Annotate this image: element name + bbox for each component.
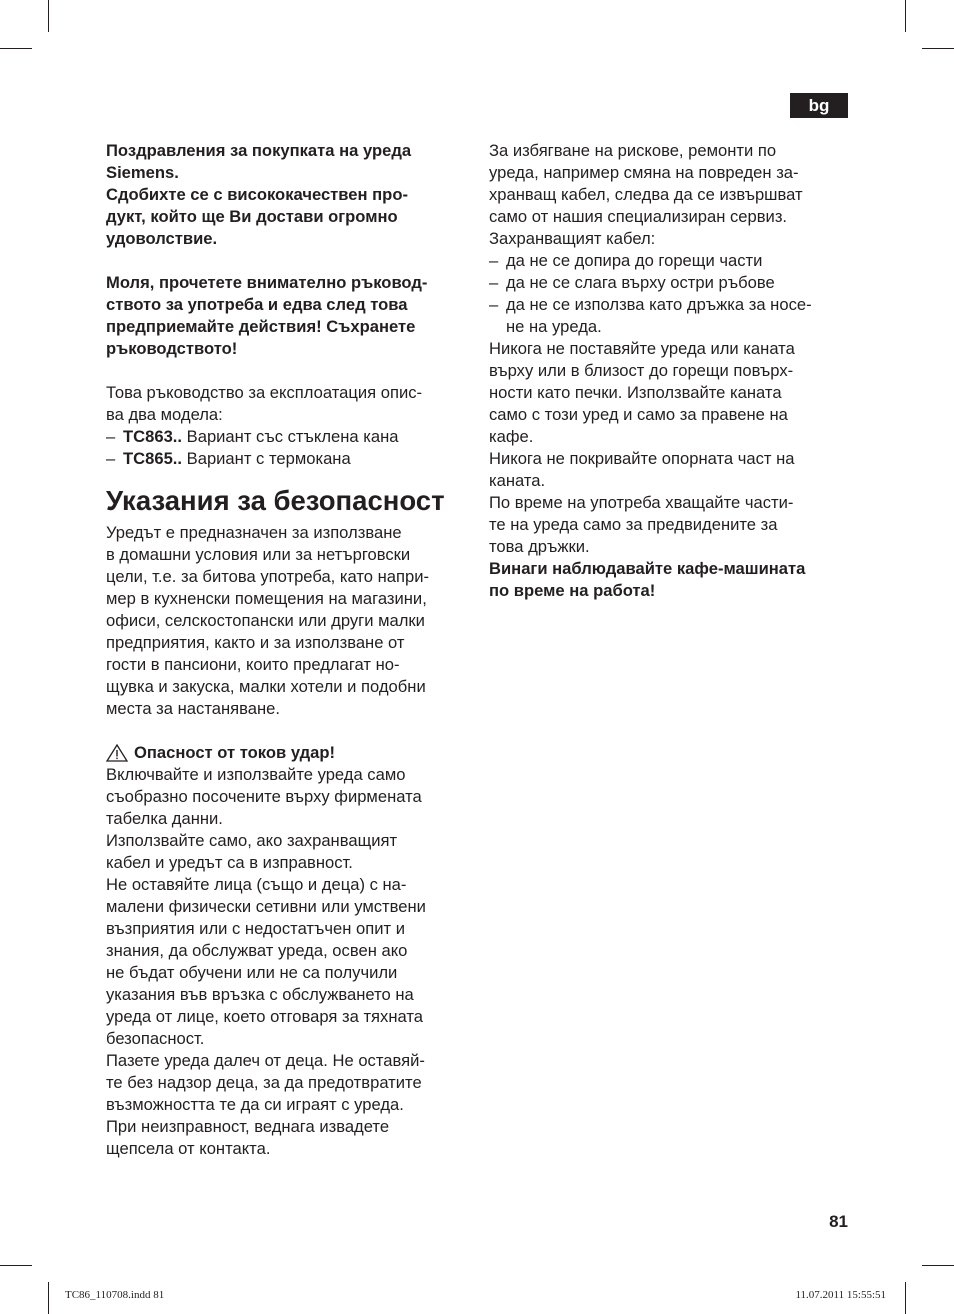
read-notice: [106, 272, 468, 360]
body-line: те на уреда само за предвидените за: [489, 515, 778, 534]
crop-mark: [0, 48, 32, 49]
read-notice-line: ръководството!: [106, 339, 238, 358]
intro-line: удоволствие.: [106, 229, 218, 248]
intended-use: [106, 522, 468, 720]
body-line: места за настаняване.: [106, 699, 280, 718]
body-line: съобразно посочените върху фирмената: [106, 787, 422, 806]
cable-item-continuation: не на уреда.: [506, 317, 602, 336]
crop-mark: [905, 1282, 906, 1314]
body-line: безопасност.: [106, 1029, 205, 1048]
body-line: Никога не поставяйте уреда или каната: [489, 339, 795, 358]
body-line: Никога не покривайте опорната част на: [489, 449, 795, 468]
page-number: 81: [829, 1212, 848, 1231]
body-line: щувка и закуска, малки хотели и подобни: [106, 677, 426, 696]
warning-title: Опасност от токов удар!: [134, 743, 336, 762]
models-block: [106, 382, 468, 470]
right-column: [489, 140, 851, 602]
bold-notice-line: по време на работа!: [489, 581, 656, 600]
crop-mark: [905, 0, 906, 32]
read-notice-line: предприемайте действия! Съхранете: [106, 317, 416, 336]
cable-item: – да не се използва като дръжка за носе-: [489, 295, 812, 314]
intro-line: Siemens.: [106, 163, 179, 182]
models-intro-line: Това ръководство за експлоатация опис-: [106, 383, 423, 402]
body-line: За избягване на рискове, ремонти по: [489, 141, 777, 160]
slug-filename: TC86_110708.indd 81: [65, 1289, 165, 1301]
model-item: – TC865.. Вариант с термокана: [106, 449, 351, 468]
body-line: Пазете уреда далеч от деца. Не оставяй-: [106, 1051, 425, 1070]
body-line: каната.: [489, 471, 546, 490]
body-line: Захранващият кабел:: [489, 229, 656, 248]
body-line: табелка данни.: [106, 809, 223, 828]
crop-mark: [922, 48, 954, 49]
body-line: предприятия, както и за използване от: [106, 633, 405, 652]
body-line: малени физически сетивни или умствени: [106, 897, 426, 916]
body-line: мер в кухненски помещения на магазини,: [106, 589, 427, 608]
read-notice-line: ството за употреба и едва след това: [106, 295, 408, 314]
cable-item: – да не се слага върху остри ръбове: [489, 273, 775, 292]
warning-heading: [106, 742, 468, 764]
body-line: щепсела от контакта.: [106, 1139, 271, 1158]
body-line: върху или в близост до горещи повърх-: [489, 361, 794, 380]
language-tab: bg: [790, 93, 848, 118]
model-code: TC863..: [123, 427, 183, 446]
models-intro-line: ва два модела:: [106, 405, 223, 424]
read-notice-line: Моля, прочетете внимателно ръковод-: [106, 273, 428, 292]
body-line: цели, т.е. за битова употреба, като напри-: [106, 567, 430, 586]
warning-triangle-icon: [106, 744, 128, 762]
intro-line: Поздравления за покупката на уреда: [106, 141, 412, 160]
body-line: възможността те да си играят с уреда.: [106, 1095, 404, 1114]
crop-mark: [48, 1282, 49, 1314]
body-line: уреда от лице, което отговаря за тяхната: [106, 1007, 423, 1026]
body-line: възприятия или с недостатъчен опит и: [106, 919, 406, 938]
body-line: кабел и уредът са в изправност.: [106, 853, 353, 872]
body-line: гости в пансиони, които предлагат но-: [106, 655, 400, 674]
warning-body: [106, 764, 468, 1160]
body-line: само с този уред и само за правене на: [489, 405, 788, 424]
body-line: офиси, селскостопански или други малки: [106, 611, 425, 630]
model-desc: Вариант с термокана: [182, 449, 351, 468]
intro-line: Сдобихте се с висококачествен про-: [106, 185, 408, 204]
body-line: ности като печки. Използвайте каната: [489, 383, 782, 402]
body-line: Уредът е предназначен за използване: [106, 523, 402, 542]
model-item: – TC863.. Вариант със стъклена кана: [106, 427, 399, 446]
body-line: в домашни условия или за нетърговски: [106, 545, 411, 564]
body-line: това дръжки.: [489, 537, 590, 556]
body-line: знания, да обслужват уреда, освен ако: [106, 941, 408, 960]
section-title: Указания за безопасност: [106, 485, 445, 516]
body-line: те без надзор деца, за да предотвратите: [106, 1073, 422, 1092]
body-line: кафе.: [489, 427, 534, 446]
body-line: Използвайте само, ако захранващият: [106, 831, 398, 850]
intro-line: дукт, който ще Ви достави огромно: [106, 207, 398, 226]
model-desc: Вариант със стъклена кана: [182, 427, 399, 446]
body-line: уреда, например смяна на повреден за-: [489, 163, 799, 182]
intro-block: [106, 140, 468, 250]
left-column: [106, 140, 468, 1160]
body-line: Включвайте и използвайте уреда само: [106, 765, 406, 784]
crop-mark: [48, 0, 49, 32]
body-line: не бъдат обучени или не са получили: [106, 963, 398, 982]
cable-item: – да не се допира до горещи части: [489, 251, 763, 270]
slug-timestamp: 11.07.2011 15:55:51: [795, 1289, 886, 1301]
body-line: указания във връзка с обслужването на: [106, 985, 414, 1004]
body-line: само от нашия специализиран сервиз.: [489, 207, 788, 226]
body-line: Не оставяйте лица (също и деца) с на-: [106, 875, 407, 894]
body-line: хранващ кабел, следва да се извършват: [489, 185, 803, 204]
body-line: При неизправност, веднага извадете: [106, 1117, 390, 1136]
model-code: TC865..: [123, 449, 183, 468]
crop-mark: [922, 1265, 954, 1266]
crop-mark: [0, 1265, 32, 1266]
body-line: По време на употреба хващайте части-: [489, 493, 794, 512]
bold-notice-line: Винаги наблюдавайте кафе-машината: [489, 559, 806, 578]
